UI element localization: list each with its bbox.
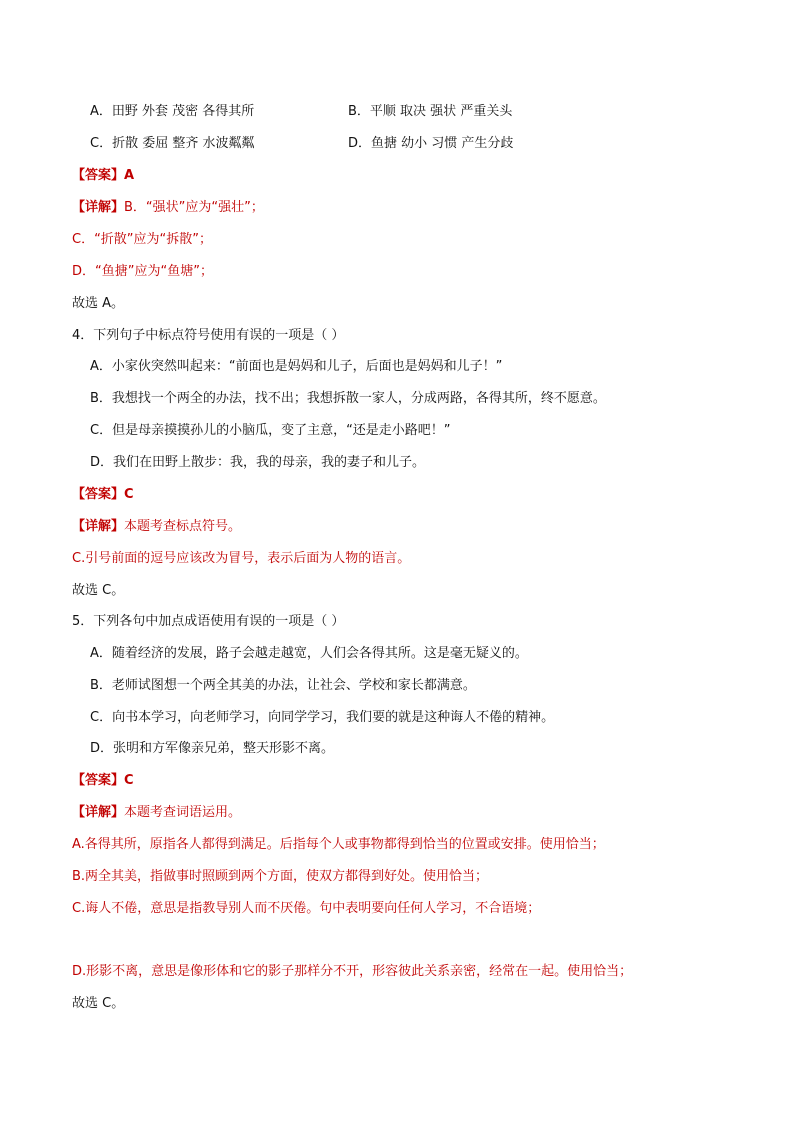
q3-option-b: B．平顺 取决 强状 严重关头: [348, 104, 513, 119]
q4-answer-value: C: [124, 487, 134, 502]
q4-detail-text: 本题考查标点符号。: [124, 519, 242, 534]
q5-detail-line-4: D.形影不离，意思是像形体和它的影子那样分不开，形容彼此关系亲密，经常在一起。使用恰当；: [72, 964, 633, 979]
q4-detail-line-1: C.引号前面的逗号应该改为冒号，表示后面为人物的语言。: [72, 551, 411, 566]
q3-answer-label: 【答案】: [72, 168, 125, 183]
q5-detail-label: 【详解】: [72, 805, 125, 820]
q4-question: 4．下列句子中标点符号使用有误的一项是（ ）: [72, 328, 345, 343]
q3-answer-value: A: [124, 168, 135, 183]
q5-detail-text: 本题考查词语运用。: [124, 805, 242, 820]
q5-detail-line-1: A.各得其所，原指各人都得到满足。后指每个人或事物都得到恰当的位置或安排。使用恰当；: [72, 837, 605, 852]
q3-option-c: C．折散 委屈 整齐 水波粼粼: [90, 136, 255, 151]
q3-answer: [72, 167, 134, 185]
q3-conclusion: 故选 A。: [72, 296, 125, 311]
q5-option-d: D．张明和方军像亲兄弟，整天形影不离。: [90, 741, 335, 756]
q4-option-b: B．我想找一个两全的办法，找不出；我想拆散一家人，分成两路，各得其所，终不愿意。: [90, 391, 606, 406]
q4-option-c: C．但是母亲摸摸孙儿的小脑瓜，变了主意，“还是走小路吧！”: [90, 423, 451, 438]
q5-detail: [72, 804, 241, 822]
q3-detail-line-2: C．“折散”应为“拆散”；: [72, 232, 213, 247]
q3-option-a: A．田野 外套 茂密 各得其所: [90, 104, 255, 119]
q5-question: 5．下列各句中加点成语使用有误的一项是（ ）: [72, 614, 345, 629]
q4-option-a: A．小家伙突然叫起来：“前面也是妈妈和儿子，后面也是妈妈和儿子！”: [90, 359, 503, 374]
q5-detail-line-3: C.诲人不倦，意思是指教导别人而不厌倦。句中表明要向任何人学习，不合语境；: [72, 901, 541, 916]
q5-answer-value: C: [124, 773, 134, 788]
q4-answer-label: 【答案】: [72, 487, 125, 502]
q5-conclusion: 故选 C。: [72, 996, 125, 1011]
q3-detail-label: 【详解】: [72, 200, 125, 215]
q5-option-b: B．老师试图想一个两全其美的办法，让社会、学校和家长都满意。: [90, 678, 476, 693]
q4-answer: [72, 486, 134, 504]
q3-detail-line-3: D．“鱼搪”应为“鱼塘”；: [72, 264, 213, 279]
q5-option-c: C．向书本学习，向老师学习，向同学学习，我们要的就是这种诲人不倦的精神。: [90, 710, 555, 725]
q5-option-a: A．随着经济的发展，路子会越走越宽，人们会各得其所。这是毫无疑义的。: [90, 646, 528, 661]
q3-detail: [72, 199, 264, 217]
q5-answer: [72, 772, 134, 790]
q4-detail: [72, 518, 241, 536]
q4-option-d: D．我们在田野上散步：我，我的母亲，我的妻子和儿子。: [90, 455, 426, 470]
q3-option-d: D．鱼搪 幼小 习惯 产生分歧: [348, 136, 514, 151]
q4-detail-label: 【详解】: [72, 519, 125, 534]
q5-answer-label: 【答案】: [72, 773, 125, 788]
q4-conclusion: 故选 C。: [72, 583, 125, 598]
q3-detail-line-1: B．“强状”应为“强壮”；: [124, 200, 264, 215]
q5-detail-line-2: B.两全其美，指做事时照顾到两个方面，使双方都得到好处。使用恰当；: [72, 869, 489, 884]
